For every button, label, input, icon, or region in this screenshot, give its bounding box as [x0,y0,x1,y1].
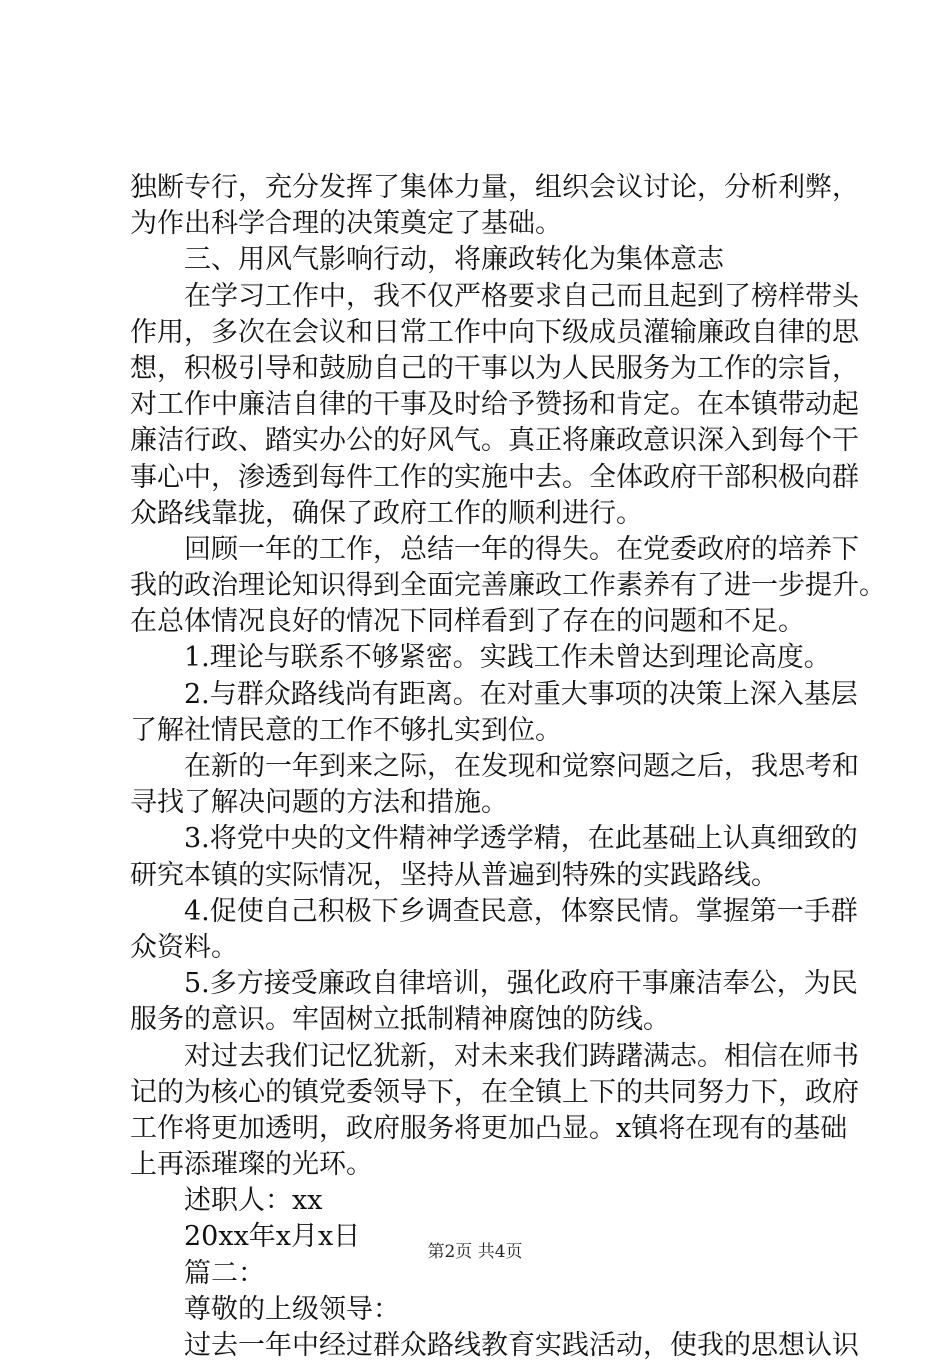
text-line-7: 对工作中廉洁自律的干事及时给予赞扬和肯定。在本镇带动起 [130,389,859,421]
text-line-17: 在新的一年到来之际，在发现和觉察问题之后，我思考和 [184,751,859,782]
text-line-27: 工作将更加透明，政府服务将更加凸显。x镇将在现有的基础 [130,1112,848,1144]
list-item-5: 5.多方接受廉政自律培训，强化政府干事廉洁奉公，为民 [184,968,858,1000]
text-line-11: 回顾一年的工作，总结一年的得失。在党委政府的培养下 [184,533,859,565]
signatory: 述职人：xx [184,1185,323,1217]
list-item-3-cont: 研究本镇的实际情况，坚持从普遍到特殊的实践路线。 [130,859,778,891]
text-line-13: 在总体情况良好的情况下同样看到了存在的问题和不足。 [130,606,805,638]
page-footer: 第2页 共4页 [427,1242,523,1262]
text-line-5: 作用，多次在会议和日常工作中向下级成员灌输廉政自律的思 [130,316,859,348]
text-line-26: 记的为核心的镇党委领导下，在全镇上下的共同努力下，政府 [130,1076,859,1108]
list-item-2-cont: 了解社情民意的工作不够扎实到位。 [130,714,562,746]
text-line-9: 事心中，渗透到每件工作的实施中去。全体政府干部积极向群 [130,461,859,493]
text-line-33: 过去一年中经过群众路线教育实践活动，使我的思想认识 [184,1330,859,1361]
document-body [130,170,886,1364]
text-line-18: 寻找了解决问题的方法和措施。 [130,787,508,819]
list-item-5-cont: 服务的意识。牢固树立抵制精神腐蚀的防线。 [130,1004,670,1036]
text-line-2: 为作出科学合理的决策奠定了基础。 [130,208,562,240]
text-line-12: 我的政治理论知识得到全面完善廉政工作素养有了进一步提升。 [130,570,886,602]
text-line-10: 众路线靠拢，确保了政府工作的顺利进行。 [130,497,643,529]
text-line-1: 独断专行，充分发挥了集体力量，组织会议讨论，分析利弊， [130,172,859,203]
list-item-4: 4.促使自己积极下乡调查民意，体察民情。掌握第一手群 [184,895,858,927]
date-line: 20xx年x月x日 [184,1221,361,1253]
list-item-2: 2.与群众路线尚有距离。在对重大事项的决策上深入基层 [184,678,858,710]
text-line-4: 在学习工作中，我不仅严格要求自己而且起到了榜样带头 [184,280,859,312]
list-item-4-cont: 众资料。 [130,931,238,963]
text-line-28: 上再添璀璨的光环。 [130,1149,373,1181]
part-two-heading: 篇二： [184,1257,265,1289]
list-item-3: 3.将党中央的文件精神学透学精，在此基础上认真细致的 [184,823,858,855]
list-item-1: 1.理论与联系不够紧密。实践工作未曾达到理论高度。 [184,642,831,674]
text-line-8: 廉洁行政、踏实办公的好风气。真正将廉政意识深入到每个干 [130,425,859,457]
text-line-25: 对过去我们记忆犹新，对未来我们踌躇满志。相信在师书 [184,1040,859,1072]
section-heading: 三、用风气影响行动，将廉政转化为集体意志 [184,244,724,276]
salutation: 尊敬的上级领导： [184,1293,400,1325]
text-line-6: 想，积极引导和鼓励自己的干事以为人民服务为工作的宗旨， [130,352,859,384]
